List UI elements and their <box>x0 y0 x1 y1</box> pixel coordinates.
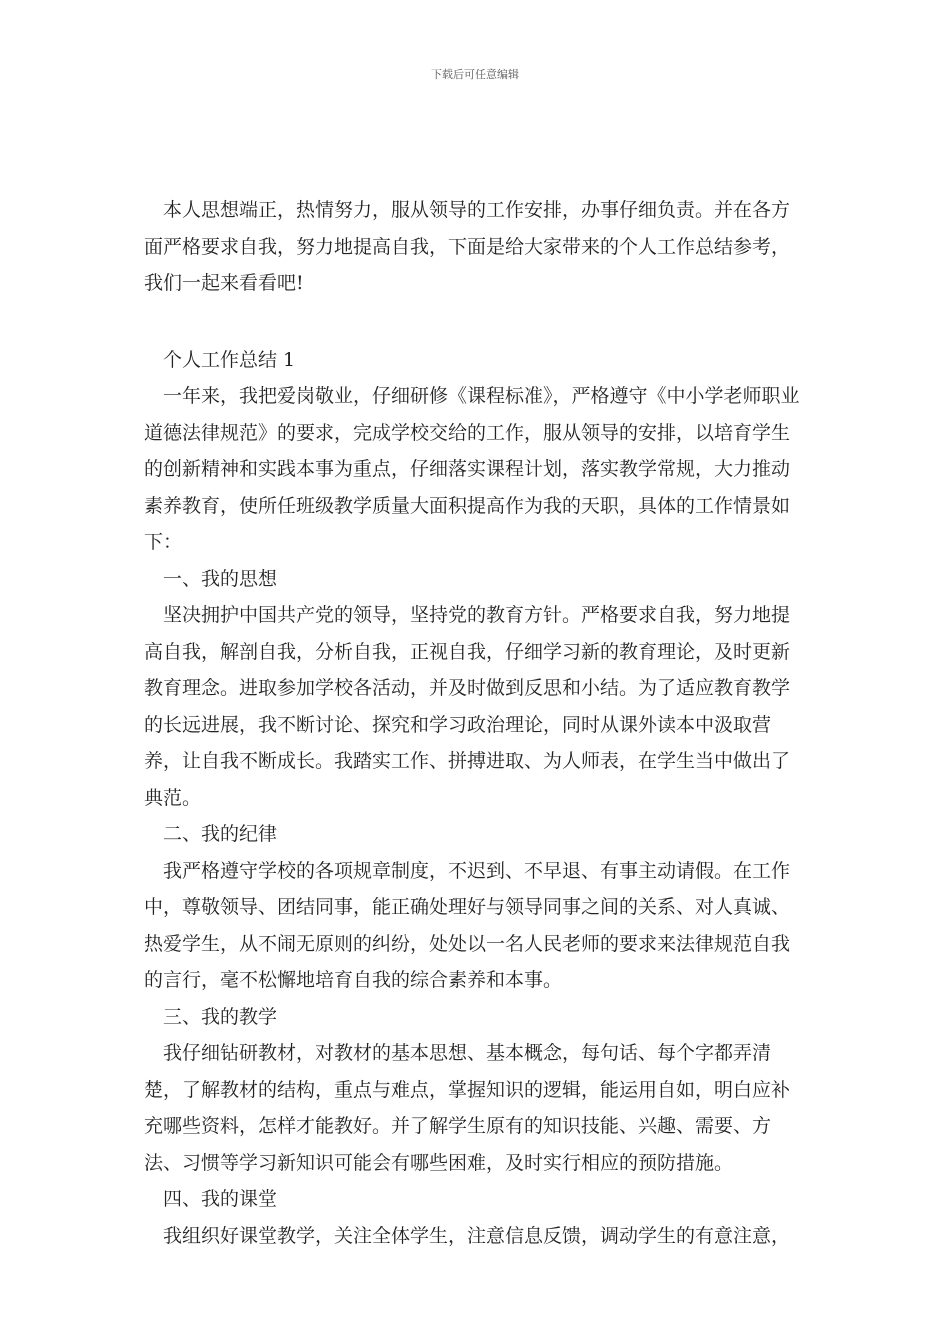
page-header: 下载后可任意编辑 <box>431 68 519 81</box>
section-heading: 二、我的纪律 <box>163 823 278 845</box>
paragraph-list <box>144 378 808 1254</box>
spacer <box>144 302 808 342</box>
document-body <box>144 192 808 1254</box>
section-title: 个人工作总结 1 <box>163 348 296 371</box>
body-paragraph: 我严格遵守学校的各项规章制度，不迟到、不早退、有事主动请假。在工作中，尊敬领导、团结同事，能正确处理好与领导同事之间的关系、对人真诚、热爱学生，从不闹无原则的纠纷，处处以一名人民老师的要求来法律规范自我的言行，毫不松懈地培育自我的综合素养和本事。 <box>144 859 791 991</box>
section-heading: 四、我的课堂 <box>163 1188 278 1210</box>
body-paragraph: 坚决拥护中国共产党的领导，坚持党的教育方针。严格要求自我，努力地提高自我，解剖自我，分析自我，正视自我，仔细学习新的教育理论，及时更新教育理念。进取参加学校各活动，并及时做到反思和小结。为了适应教育教学的长远进展，我不断讨论、探究和学习政治理论，同时从课外读本中汲取营养，让自我不断成长。我踏实工作、拼搏进取、为人师表，在学生当中做出了典范。 <box>144 604 791 809</box>
section-heading: 一、我的思想 <box>163 567 278 590</box>
body-paragraph: 我组织好课堂教学，关注全体学生，注意信息反馈，调动学生的有意注意， <box>163 1224 791 1247</box>
section-heading: 三、我的教学 <box>163 1005 278 1028</box>
body-paragraph: 一年来，我把爱岗敬业，仔细研修《课程标准》，严格遵守《中小学老师职业道德法律规范》的要求，完成学校交给的工作，服从领导的安排，以培育学生的创新精神和实践本事为重点，仔细落实课程计划，落实教学常规，大力推动素养教育，使所任班级教学质量大面积提高作为我的天职，具体的工作情景如下： <box>144 385 800 553</box>
intro-paragraph: 本人思想端正，热情努力，服从领导的工作安排，办事仔细负责。并在各方面严格要求自我，努力地提高自我，下面是给大家带来的个人工作总结参考，我们一起来看看吧! <box>144 199 791 294</box>
body-paragraph: 我仔细钻研教材，对教材的基本思想、基本概念，每句话、每个字都弄清楚，了解教材的结构，重点与难点，掌握知识的逻辑，能运用自如，明白应补充哪些资料，怎样才能教好。并了解学生原有的知识技能、兴趣、需要、方法、习惯等学习新知识可能会有哪些困难，及时实行相应的预防措施。 <box>144 1042 791 1174</box>
